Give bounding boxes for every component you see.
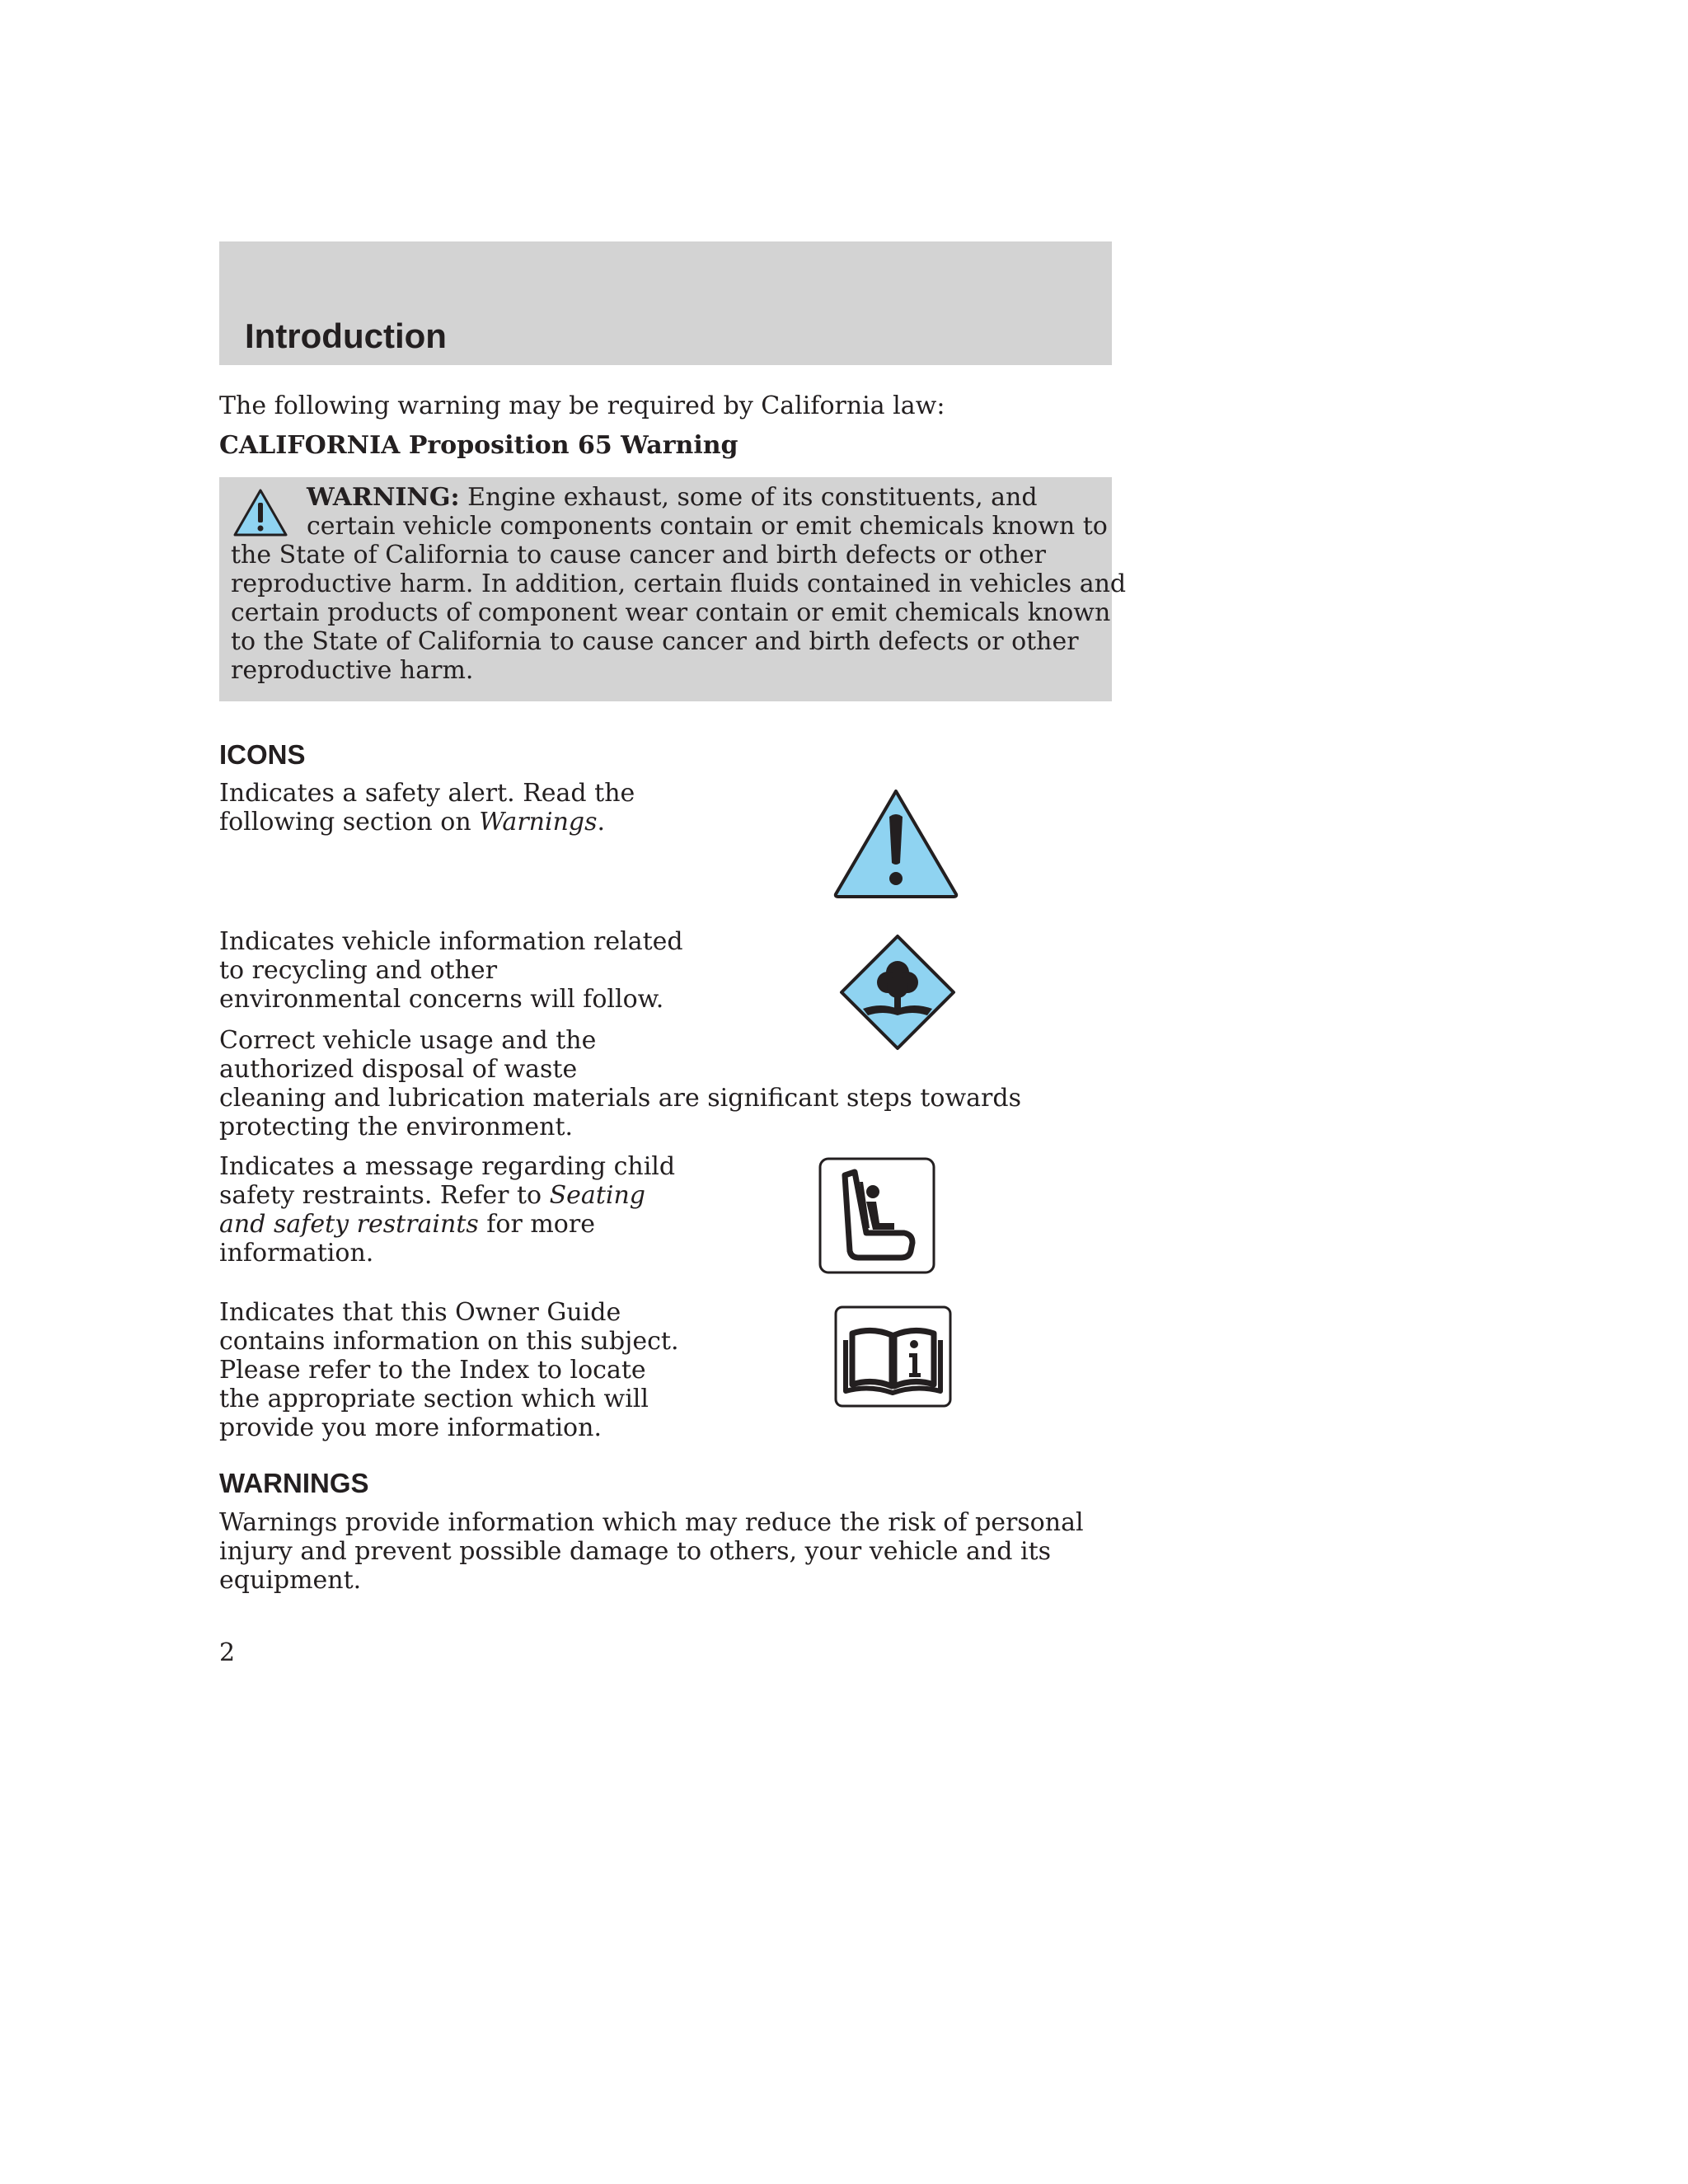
warnings-heading: WARNINGS (219, 1468, 369, 1498)
text-line: injury and prevent possible damage to others, your vehicle and its (219, 1537, 1052, 1566)
text-line: the appropriate section which will (219, 1385, 649, 1413)
text-line: safety restraints. Refer to (219, 1181, 550, 1210)
text-line: Correct vehicle usage and the (219, 1026, 597, 1055)
section-title: Introduction (245, 316, 447, 355)
warning-line: reproductive harm. (231, 656, 474, 685)
warning-line: certain vehicle components contain or emit chemicals known to (307, 512, 1108, 541)
owner-guide-book-icon (834, 1305, 952, 1408)
icons-heading: ICONS (219, 739, 306, 770)
text-line: following section on (219, 808, 480, 837)
safety-alert-icon (832, 787, 959, 899)
warning-line: Engine exhaust, some of its constituents, and (459, 483, 1038, 512)
warning-line: to the State of California to cause cancer and birth defects or other (231, 627, 1079, 656)
owner-guide-description (219, 1298, 679, 1442)
warning-line: certain products of component wear contain or emit chemicals known (231, 598, 1111, 627)
warnings-description (219, 1508, 1084, 1595)
intro-text: The following warning may be required by California law: (219, 391, 945, 420)
seating-reference: and safety restraints (219, 1210, 479, 1239)
warning-line: reproductive harm. In addition, certain fluids contained in vehicles and (231, 569, 1127, 598)
text-line: to recycling and other (219, 956, 498, 985)
text-line: Warnings provide information which may reduce the risk of personal (219, 1508, 1084, 1537)
text-line: Indicates vehicle information related (219, 927, 683, 956)
text-line: provide you more information. (219, 1413, 602, 1442)
text-line: authorized disposal of waste (219, 1055, 578, 1084)
text-line: . (597, 808, 606, 837)
warning-line: the State of California to cause cancer and birth defects or other (231, 541, 1046, 569)
text-line: Indicates that this Owner Guide (219, 1298, 621, 1327)
proposition-heading: CALIFORNIA Proposition 65 Warning (219, 431, 738, 460)
text-line: protecting the environment. (219, 1113, 574, 1141)
warning-triangle-icon (232, 488, 288, 537)
text-line: cleaning and lubrication materials are significant steps towards (219, 1084, 1021, 1113)
text-line: equipment. (219, 1566, 362, 1595)
usage-description (219, 1026, 1021, 1141)
text-line: information. (219, 1239, 374, 1268)
safety-alert-description (219, 779, 635, 837)
page-number: 2 (219, 1638, 236, 1667)
child-restraint-description (219, 1152, 675, 1268)
text-line: Indicates a message regarding child (219, 1152, 676, 1181)
warning-label: WARNING: (307, 483, 460, 512)
child-seat-icon (818, 1157, 935, 1274)
text-line: contains information on this subject. (219, 1327, 679, 1356)
environment-description (219, 927, 683, 1014)
seating-reference: Seating (549, 1181, 645, 1210)
text-line: for more (478, 1210, 595, 1239)
text-line: Indicates a safety alert. Read the (219, 779, 635, 808)
warnings-reference: Warnings (479, 808, 598, 837)
text-line: environmental concerns will follow. (219, 985, 664, 1014)
text-line: Please refer to the Index to locate (219, 1356, 646, 1385)
